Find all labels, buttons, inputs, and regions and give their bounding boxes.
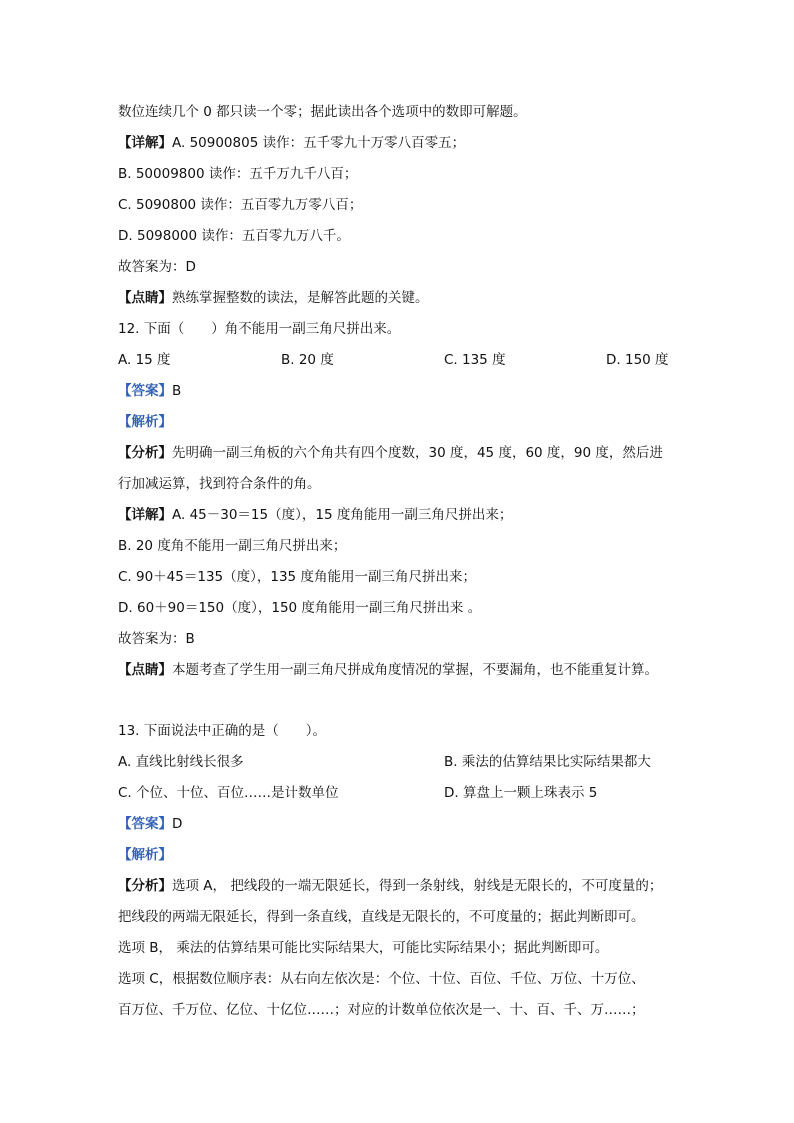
analysis-line: 【分析】先明确一副三角板的六个角共有四个度数，30 度，45 度，60 度，90 度，然后进: [118, 445, 663, 461]
option-d: D. 150 度: [606, 352, 669, 368]
text-line: C. 90＋45＝135（度），135 度角能用一副三角尺拼出来；: [118, 569, 476, 585]
option-c: C. 个位、十位、百位……是计数单位: [118, 785, 339, 801]
text-line: B. 50009800 读作：五千万九千八百；: [118, 166, 358, 182]
text-line: C. 5090800 读作：五百零九万零八百；: [118, 197, 363, 213]
option-a: A. 15 度: [118, 352, 171, 368]
answer-row: [118, 809, 718, 840]
analysis-tag: 【分析】: [118, 878, 172, 894]
spacer: [118, 686, 718, 716]
option-a: A. 直线比射线长很多: [118, 754, 244, 770]
jiexi-row: [118, 407, 718, 438]
jiexi-row: [118, 840, 718, 871]
question-12-options: [118, 345, 718, 376]
option-c: C. 135 度: [444, 352, 506, 368]
option-d: D. 算盘上一颗上珠表示 5: [444, 785, 598, 801]
text-line: 百万位、千万位、亿位、十亿位……；对应的计数单位依次是一、十、百、千、万……；: [118, 1002, 645, 1018]
text-line: 数位连续几个 0 都只读一个零；据此读出各个选项中的数即可解题。: [118, 104, 527, 120]
detail-line: 【详解】A. 45－30＝15（度），15 度角能用一副三角尺拼出来；: [118, 507, 513, 523]
detail-line: 【详解】A. 50900805 读作：五千零九十万零八百零五；: [118, 135, 466, 151]
answer-line: 故答案为：B: [118, 631, 195, 647]
option-b: B. 乘法的估算结果比实际结果都大: [444, 754, 651, 770]
question-12-stem: 12. 下面（ ）角不能用一副三角尺拼出来。: [118, 321, 401, 337]
comment-line: 【点睛】熟练掌握整数的读法，是解答此题的关键。: [118, 290, 429, 306]
question-13-options-row1: [118, 747, 718, 778]
option-b: B. 20 度: [281, 352, 334, 368]
text-line: 选项 B， 乘法的估算结果可能比实际结果大，可能比实际结果小；据此判断即可。: [118, 940, 609, 956]
question-13-options-row2: [118, 778, 718, 809]
analysis-tag: 【分析】: [118, 445, 172, 461]
comment-tag: 【点睛】: [118, 290, 172, 306]
answer-value: D: [172, 816, 183, 832]
question-13-stem: 13. 下面说法中正确的是（ ）。: [118, 723, 327, 739]
text-line: 把线段的两端无限延长，得到一条直线，直线是无限长的，不可度量的；据此判断即可。: [118, 909, 645, 925]
detail-tag: 【详解】: [118, 507, 172, 523]
text-line: D. 60＋90＝150（度），150 度角能用一副三角尺拼出来 。: [118, 600, 482, 616]
text-line: D. 5098000 读作：五百零九万八千。: [118, 228, 350, 244]
comment-tag: 【点睛】: [118, 662, 172, 678]
text-line: B. 20 度角不能用一副三角尺拼出来；: [118, 538, 347, 554]
jiexi-tag: 【解析】: [118, 847, 172, 863]
answer-row: [118, 376, 718, 407]
detail-tag: 【详解】: [118, 135, 172, 151]
comment-line: 【点睛】本题考查了学生用一副三角尺拼成角度情况的掌握，不要漏角，也不能重复计算。: [118, 662, 658, 678]
answer-value: B: [172, 383, 182, 399]
document-page: [118, 97, 718, 1026]
text-line: 行加减运算，找到符合条件的角。: [118, 476, 321, 492]
jiexi-tag: 【解析】: [118, 414, 172, 430]
answer-tag: 【答案】: [118, 383, 172, 399]
answer-line: 故答案为：D: [118, 259, 196, 275]
text-line: 选项 C，根据数位顺序表：从右向左依次是：个位、十位、百位、千位、万位、十万位、: [118, 971, 645, 987]
answer-tag: 【答案】: [118, 816, 172, 832]
analysis-line: 【分析】选项 A， 把线段的一端无限延长，得到一条射线，射线是无限长的，不可度量的；: [118, 878, 663, 894]
